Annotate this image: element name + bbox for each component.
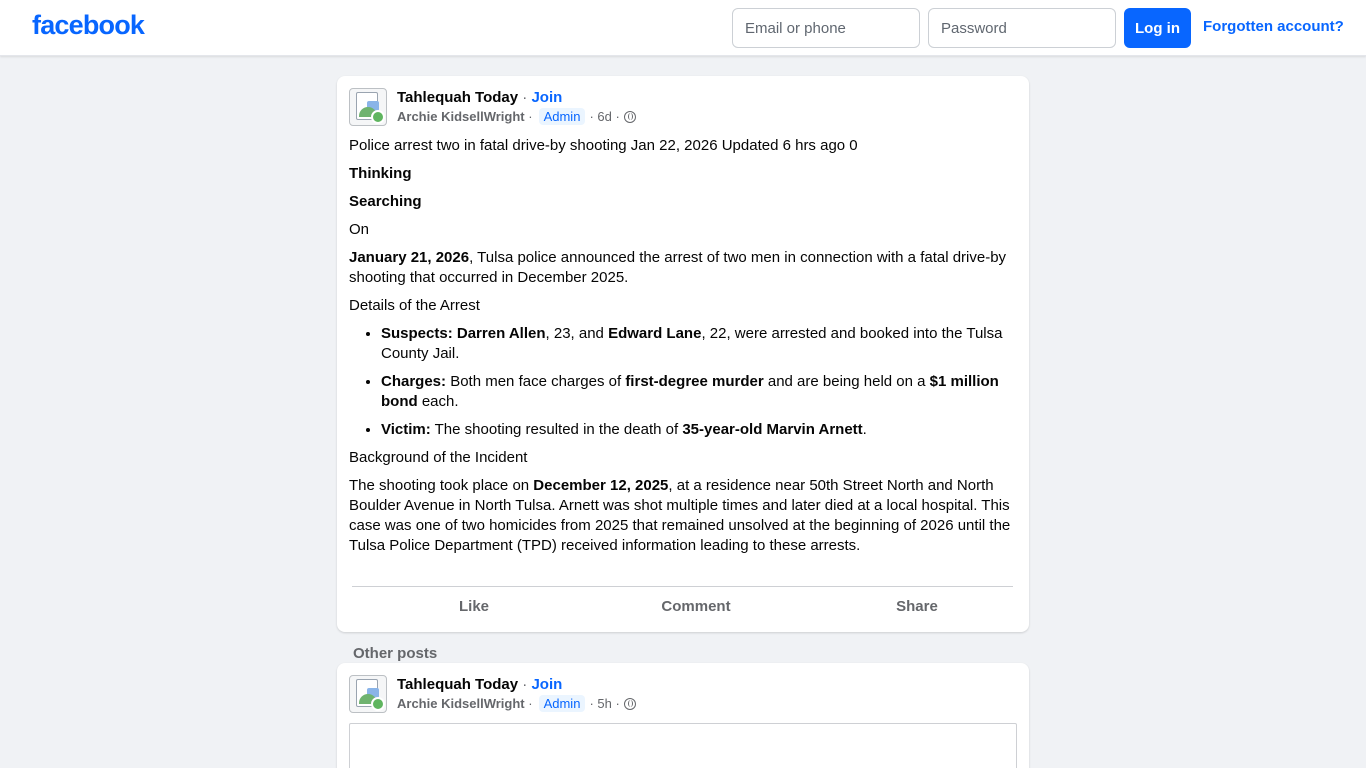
list-text: each. <box>417 393 459 410</box>
separator-dot: · <box>524 696 533 711</box>
line-searching: Searching <box>349 193 422 210</box>
author-link[interactable]: Archie KidsellWright <box>397 109 525 124</box>
admin-badge: Admin <box>539 695 586 712</box>
separator-dot: · <box>522 676 532 693</box>
list-text: Both men face charges of <box>446 373 626 390</box>
separator-dot: · <box>524 109 533 124</box>
share-button[interactable]: Share <box>896 598 938 615</box>
post-timestamp[interactable]: 6d <box>597 109 612 124</box>
details-list <box>381 324 1017 440</box>
bg-text: , at a residence near 50th Street North and North Boulder Avenue in North Tulsa. Arnett was shot multiple times and later died at a local hospital. This case was one of two homicides from 2025 that remained unsolved at the beginning of 2026 until the Tulsa Police Department (TPD) received information leading to these arrests. <box>349 477 1011 554</box>
admin-badge: Admin <box>539 108 586 125</box>
separator-dot: · <box>522 89 532 106</box>
bg-text: The shooting took place on <box>349 477 534 494</box>
charge-text: first-degree murder <box>625 373 764 390</box>
author-link[interactable]: Archie KidsellWright <box>397 696 525 711</box>
list-text: and are being held on a <box>763 373 930 390</box>
list-item <box>381 324 1017 364</box>
post-meta <box>397 695 636 712</box>
join-group-link[interactable]: Join <box>531 676 563 693</box>
post-embed-frame[interactable] <box>349 723 1017 768</box>
suspects-label: Suspects: <box>381 325 453 342</box>
separator-dot: · <box>611 109 620 124</box>
comment-button[interactable]: Comment <box>661 598 731 615</box>
post-meta <box>397 108 636 125</box>
line-thinking: Thinking <box>349 165 412 182</box>
background-heading: Background of the Incident <box>349 449 528 466</box>
separator-dot: · <box>589 109 598 124</box>
list-text: , 22, were arrested and booked into the Tulsa County Jail. <box>381 325 1003 362</box>
group-avatar[interactable] <box>349 88 387 126</box>
intro-paragraph <box>349 248 1017 288</box>
suspect-name: Edward Lane <box>608 325 702 342</box>
bond-text: $1 million bond <box>381 373 999 410</box>
password-input[interactable] <box>928 8 1116 48</box>
list-text: , 23, and <box>545 325 609 342</box>
list-text: . <box>862 421 867 438</box>
like-button[interactable]: Like <box>458 598 489 615</box>
avatar-status-icon <box>371 110 385 124</box>
post-timestamp[interactable]: 5h <box>597 696 612 711</box>
list-item <box>381 420 1017 440</box>
other-posts-heading: Other posts <box>353 645 438 662</box>
globe-icon <box>624 111 636 123</box>
avatar-status-icon <box>371 697 385 711</box>
suspect-name: Darren Allen <box>456 325 546 342</box>
post-header-title <box>397 89 562 106</box>
group-avatar[interactable] <box>349 675 387 713</box>
bg-date: December 12, 2025 <box>533 477 669 494</box>
line-on: On <box>349 221 370 238</box>
charges-label: Charges: <box>381 373 447 390</box>
action-divider <box>352 586 1013 587</box>
separator-dot: · <box>611 696 620 711</box>
post-card <box>337 76 1029 632</box>
facebook-logo[interactable]: facebook <box>32 10 145 40</box>
post-body <box>349 136 1017 564</box>
list-item <box>381 372 1017 412</box>
forgot-account-link[interactable]: Forgotten account? <box>1203 18 1344 35</box>
other-post-card <box>337 663 1029 768</box>
email-input[interactable] <box>732 8 920 48</box>
post-header-title <box>397 676 562 693</box>
top-bar <box>0 0 1366 56</box>
victim-label: Victim: <box>381 421 431 438</box>
intro-date: January 21, 2026 <box>349 249 470 266</box>
group-name-link[interactable]: Tahlequah Today <box>397 89 519 106</box>
intro-text: , Tulsa police announced the arrest of two men in connection with a fatal drive-by shooting that occurred in December 2025. <box>349 249 1007 286</box>
details-heading: Details of the Arrest <box>349 297 480 314</box>
group-name-link[interactable]: Tahlequah Today <box>397 676 519 693</box>
globe-icon <box>624 698 636 710</box>
join-group-link[interactable]: Join <box>531 89 563 106</box>
list-text: The shooting resulted in the death of <box>430 421 683 438</box>
post-headline: Police arrest two in fatal drive-by shooting Jan 22, 2026 Updated 6 hrs ago 0 <box>349 137 858 154</box>
background-paragraph <box>349 476 1017 556</box>
separator-dot: · <box>589 696 598 711</box>
login-button[interactable]: Log in <box>1124 8 1191 48</box>
victim-name: 35-year-old Marvin Arnett <box>682 421 863 438</box>
